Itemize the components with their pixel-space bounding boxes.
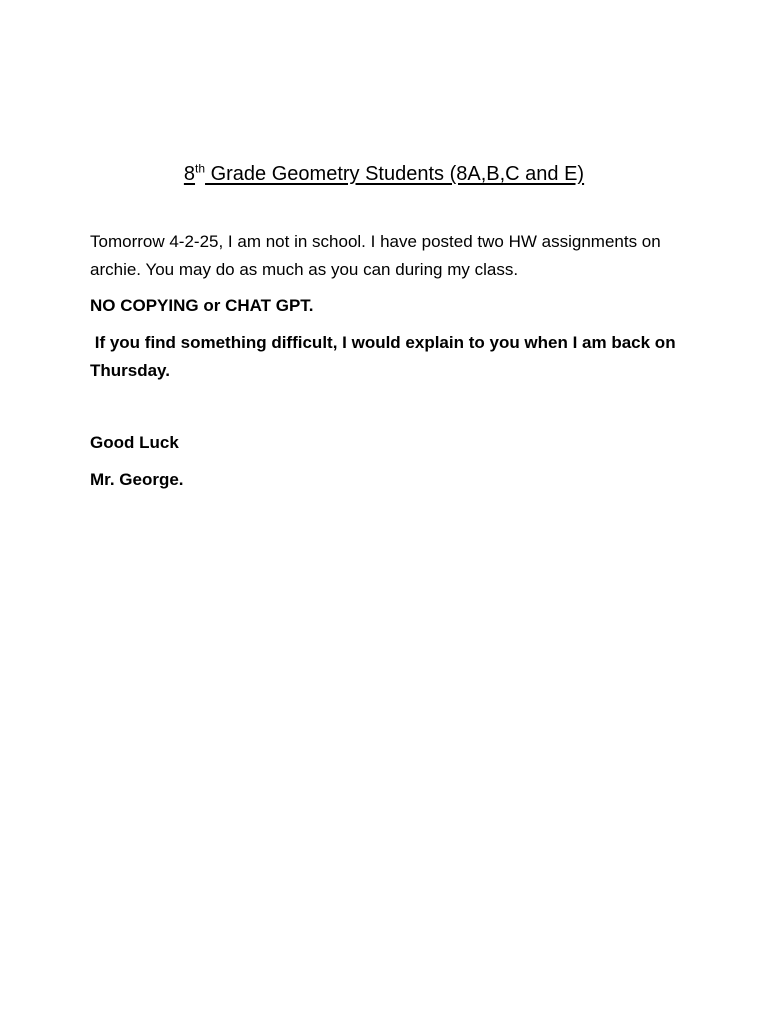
- signature-text: Mr. George.: [90, 470, 184, 489]
- title-number: 8: [183, 163, 196, 185]
- closing-text: Good Luck: [90, 433, 179, 452]
- page-title: [0, 160, 768, 188]
- notice-paragraph: Tomorrow 4-2-25, I am not in school. I have posted two HW assignments on archie. You may do as much as you can during my class.: [90, 232, 661, 279]
- warning-paragraph: NO COPYING or CHAT GPT.: [90, 296, 314, 315]
- title-superscript: th: [195, 161, 206, 176]
- help-paragraph: If you find something difficult, I would explain to you when I am back on Thursday.: [90, 333, 676, 380]
- title-text: Grade Geometry Students (8A,B,C and E): [205, 163, 585, 185]
